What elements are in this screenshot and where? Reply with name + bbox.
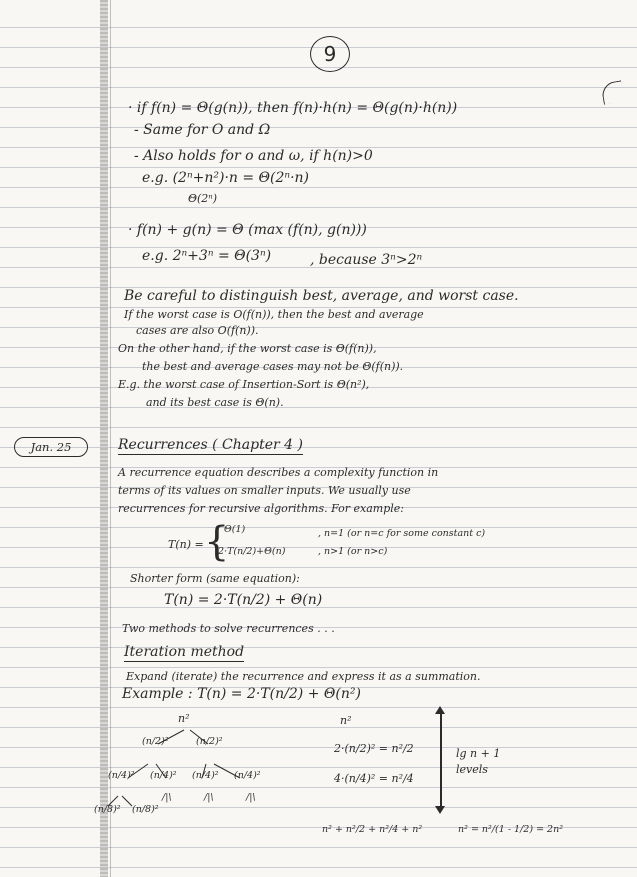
rule-same: - Same for O and Ω xyxy=(134,122,271,138)
tree-l1-left: (n/2)² xyxy=(142,736,169,747)
iteration-example: Example : T(n) = 2·T(n/2) + Θ(n²) xyxy=(122,686,361,702)
t-lhs: T(n) = xyxy=(168,538,204,551)
levels-arrow xyxy=(440,712,442,808)
tree-ellipsis-1: /|\ xyxy=(162,792,172,803)
rule-product: · if f(n) = Θ(g(n)), then f(n)·h(n) = Θ(g(n)·h(n)) xyxy=(128,100,458,116)
iteration-heading xyxy=(124,644,244,660)
tree-l2-2: (n/4)² xyxy=(150,770,177,781)
other-hand-line: On the other hand, if the worst case is Θ(f(n)), xyxy=(118,342,377,355)
shorter-form: Shorter form (same equation): xyxy=(130,572,300,585)
bottom-sum-left: n² + n²/2 + n²/4 + n² xyxy=(322,824,423,835)
levels-label: lg n + 1 levels xyxy=(456,747,501,776)
tree-ellipsis-3: /|\ xyxy=(246,792,256,803)
levels-arrow-up-icon xyxy=(435,706,445,714)
page-number: 9 xyxy=(310,36,350,72)
tree-ellipsis-2: /|\ xyxy=(204,792,214,803)
case2-cond: , n>1 (or n>c) xyxy=(318,546,388,557)
case1-cond: , n=1 (or n=c for some constant c) xyxy=(318,528,486,539)
tree-l3-1: (n/8)² xyxy=(94,804,121,815)
case1-expr: Θ(1) xyxy=(224,524,246,535)
levels-arrow-down-icon xyxy=(435,806,445,814)
rule-sum: · f(n) + g(n) = Θ (max (f(n), g(n))) xyxy=(128,222,367,238)
rule-example-sub: Θ(2ⁿ) xyxy=(188,192,218,205)
best-case-line: and its best case is Θ(n). xyxy=(146,396,284,409)
recurrences-heading-text: Recurrences ( Chapter 4 ) xyxy=(118,437,303,453)
rule-sum-example: e.g. 2ⁿ+3ⁿ = Θ(3ⁿ) xyxy=(142,248,272,264)
case-brace: { xyxy=(204,519,230,565)
insertion-line: E.g. the worst case of Insertion-Sort is Θ(n²), xyxy=(118,378,370,391)
short-equation: T(n) = 2·T(n/2) + Θ(n) xyxy=(164,592,323,608)
sum-root: n² xyxy=(340,714,352,727)
tree-root: n² xyxy=(178,712,190,725)
cases-line: cases are also O(f(n)). xyxy=(136,324,259,337)
rule-sum-because: , because 3ⁿ>2ⁿ xyxy=(310,252,423,268)
date-label: Jan. 25 xyxy=(14,437,88,457)
tree-l3-2: (n/8)² xyxy=(132,804,159,815)
careful-line: Be careful to distinguish best, average, and worst case. xyxy=(124,288,519,304)
worst-line: If the worst case is O(f(n)), then the best and average xyxy=(124,308,424,321)
rule-example: e.g. (2ⁿ+n²)·n = Θ(2ⁿ·n) xyxy=(142,170,310,186)
tree-l2-1: (n/4)² xyxy=(108,770,135,781)
recurrence-def-3: recurrences for recursive algorithms. For example: xyxy=(118,502,405,515)
iteration-desc: Expand (iterate) the recurrence and express it as a summation. xyxy=(126,670,481,683)
two-methods: Two methods to solve recurrences . . . xyxy=(122,622,335,635)
rule-also: - Also holds for o and ω, if h(n)>0 xyxy=(134,148,373,164)
recurrences-heading xyxy=(118,437,303,453)
tree-l2-4: (n/4)² xyxy=(234,770,261,781)
sum-level1: 2·(n/2)² = n²/2 xyxy=(334,742,414,755)
iteration-heading-text: Iteration method xyxy=(124,644,245,660)
recurrence-def-2: terms of its values on smaller inputs. We usually use xyxy=(118,484,411,497)
best-avg-line: the best and average cases may not be Θ(f(n)). xyxy=(142,360,404,373)
case2-expr: 2·T(n/2)+Θ(n) xyxy=(218,546,286,557)
recurrence-def-1: A recurrence equation describes a complexity function in xyxy=(118,466,439,479)
sum-level2: 4·(n/4)² = n²/4 xyxy=(334,772,414,785)
tree-l1-right: (n/2)² xyxy=(196,736,223,747)
tree-l2-3: (n/4)² xyxy=(192,770,219,781)
bottom-sum-right: n² = n²/(1 - 1/2) = 2n² xyxy=(458,824,564,835)
